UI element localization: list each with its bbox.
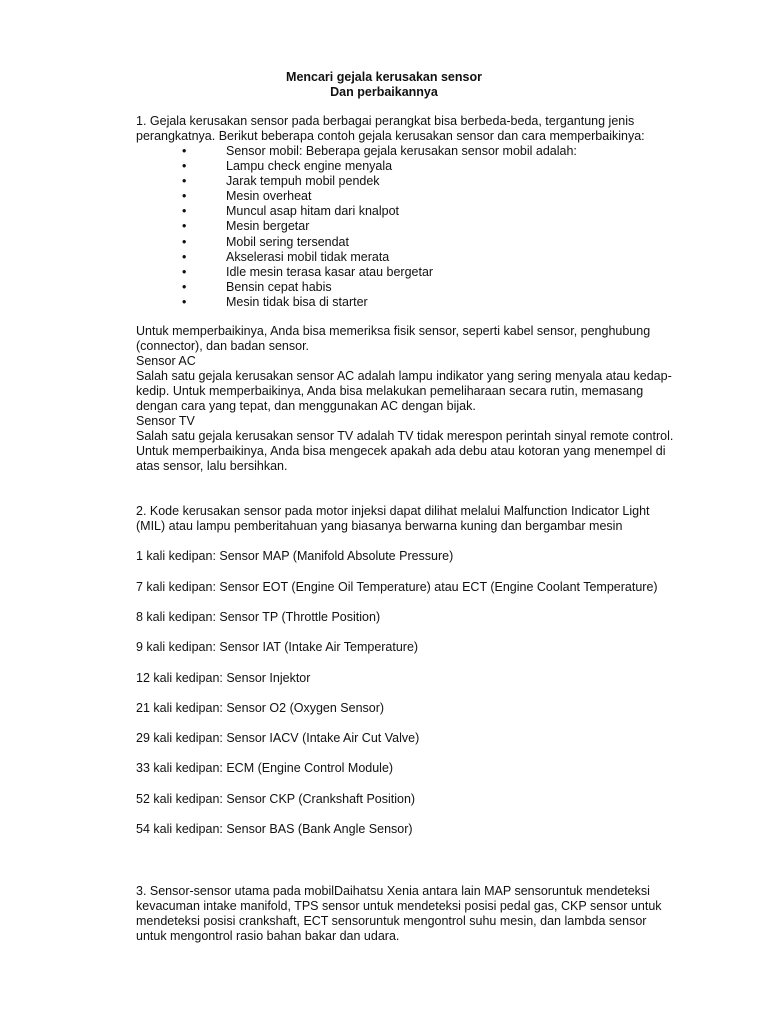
symptom-list-item bbox=[136, 189, 676, 204]
symptom-text: Bensin cepat habis bbox=[226, 279, 332, 294]
symptom-list-item bbox=[136, 265, 676, 280]
section-3-text: 3. Sensor-sensor utama pada mobilDaihatsu Xenia antara lain MAP sensoruntuk mendeteksi kevacuman intake manifold, TPS sensor untuk mendeteksi posisi pedal gas, CKP sensor untuk mendeteksi posisi crankshaft, ECT sensoruntuk mengontrol suhu mesin, dan lambda sensor untuk mengontrol rasio bahan bakar dan udara. bbox=[136, 884, 662, 943]
document-title bbox=[0, 70, 768, 100]
symptom-list-item bbox=[136, 174, 676, 189]
symptom-text: Lampu check engine menyala bbox=[226, 159, 393, 174]
bullet-dot: • bbox=[182, 234, 187, 249]
blink-code-item: 21 kali kedipan: Sensor O2 (Oxygen Sensor) bbox=[136, 700, 385, 715]
repair-text: Untuk memperbaikinya, Anda bisa memeriksa fisik sensor, seperti kabel sensor, penghubung (connector), dan badan sensor. bbox=[136, 324, 651, 354]
bullet-dot: • bbox=[182, 264, 187, 279]
blink-code-item: 12 kali kedipan: Sensor Injektor bbox=[136, 670, 311, 685]
blink-code-item: 7 kali kedipan: Sensor EOT (Engine Oil Temperature) atau ECT (Engine Coolant Temperature) bbox=[136, 579, 658, 594]
bullet-dot: • bbox=[182, 279, 187, 294]
bullet-dot: • bbox=[182, 144, 187, 158]
symptom-list-item bbox=[136, 295, 676, 310]
symptom-list-item bbox=[136, 144, 676, 159]
title-line-1: Mencari gejala kerusakan sensor bbox=[286, 70, 482, 84]
ac-text: Salah satu gejala kerusakan sensor AC adalah lampu indikator yang sering menyala atau kedap-kedip. Untuk memperbaikinya, Anda bisa melakukan pemeliharaan secara rutin, memasang dengan cara yang tepat, dan menggunakan AC dengan bijak. bbox=[136, 369, 672, 414]
bullet-dot: • bbox=[182, 294, 187, 309]
symptom-text: Sensor mobil: Beberapa gejala kerusakan sensor mobil adalah: bbox=[226, 144, 577, 158]
symptom-list-item bbox=[136, 159, 676, 174]
symptom-text: Mesin bergetar bbox=[226, 219, 310, 234]
blink-code-item: 29 kali kedipan: Sensor IACV (Intake Air Cut Valve) bbox=[136, 731, 420, 746]
section-1-intro: 1. Gejala kerusakan sensor pada berbagai perangkat bisa berbeda-beda, tergantung jenis perangkatnya. Berikut beberapa contoh gejala kerusakan sensor dan cara memperbaikinya: bbox=[136, 114, 645, 143]
bullet-dot: • bbox=[182, 249, 187, 264]
title-line-2: Dan perbaikannya bbox=[330, 85, 438, 99]
symptom-text: Akselerasi mobil tidak merata bbox=[226, 249, 390, 264]
blink-code-item: 33 kali kedipan: ECM (Engine Control Module) bbox=[136, 761, 394, 776]
blink-code-item: 8 kali kedipan: Sensor TP (Throttle Position) bbox=[136, 609, 381, 624]
blink-code-item: 9 kali kedipan: Sensor IAT (Intake Air Temperature) bbox=[136, 640, 419, 655]
blink-code-list bbox=[136, 534, 676, 837]
symptom-list-item bbox=[136, 219, 676, 234]
symptom-list-item bbox=[136, 235, 676, 250]
bullet-dot: • bbox=[182, 189, 187, 204]
document-body bbox=[136, 114, 676, 944]
bullet-dot: • bbox=[182, 219, 187, 234]
symptom-list-item bbox=[136, 280, 676, 295]
symptom-list-item bbox=[136, 204, 676, 219]
symptom-text: Muncul asap hitam dari knalpot bbox=[226, 204, 400, 219]
symptom-text: Mesin tidak bisa di starter bbox=[226, 294, 368, 309]
symptom-text: Mesin overheat bbox=[226, 189, 312, 204]
ac-heading: Sensor AC bbox=[136, 354, 196, 369]
bullet-dot: • bbox=[182, 204, 187, 219]
symptom-list bbox=[136, 144, 676, 310]
section-2-intro: 2. Kode kerusakan sensor pada motor injeksi dapat dilihat melalui Malfunction Indicator Light (MIL) atau lampu pemberitahuan yang biasanya berwarna kuning dan bergambar mesin bbox=[136, 504, 650, 534]
blink-code-item: 1 kali kedipan: Sensor MAP (Manifold Absolute Pressure) bbox=[136, 549, 454, 564]
bullet-dot: • bbox=[182, 159, 187, 174]
tv-heading: Sensor TV bbox=[136, 414, 195, 429]
tv-text: Salah satu gejala kerusakan sensor TV adalah TV tidak merespon perintah sinyal remote control. Untuk memperbaikinya, Anda bisa mengecek apakah ada debu atau kotoran yang menempel di atas sensor, lalu bersihkan. bbox=[136, 429, 674, 474]
blink-code-item: 54 kali kedipan: Sensor BAS (Bank Angle Sensor) bbox=[136, 822, 413, 836]
blink-code-item: 52 kali kedipan: Sensor CKP (Crankshaft Position) bbox=[136, 791, 416, 806]
bullet-dot: • bbox=[182, 174, 187, 189]
symptom-text: Idle mesin terasa kasar atau bergetar bbox=[226, 264, 434, 279]
symptom-text: Jarak tempuh mobil pendek bbox=[226, 174, 380, 189]
symptom-list-item bbox=[136, 250, 676, 265]
symptom-text: Mobil sering tersendat bbox=[226, 234, 349, 249]
